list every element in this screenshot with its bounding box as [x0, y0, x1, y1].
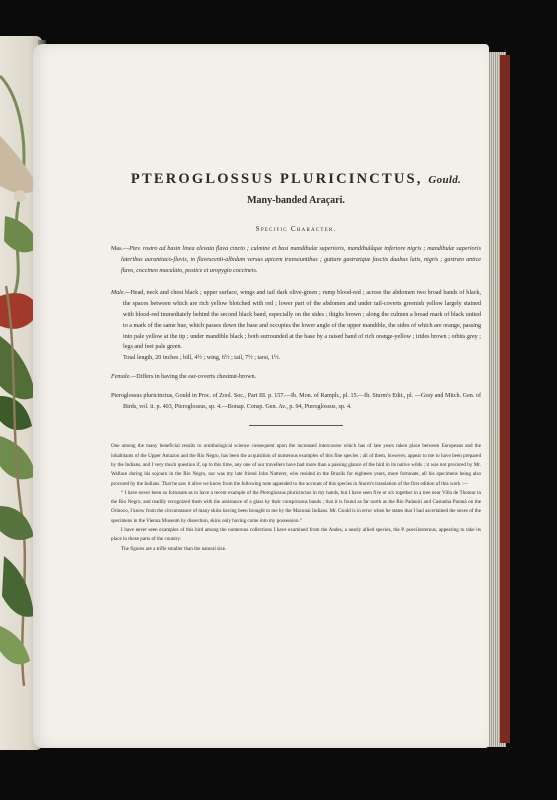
female-description	[111, 372, 481, 383]
body-paragraph-3: I have never seen examples of this bird among the numerous collections I have examined from the Andes, a nearly allied species, the P. poecilosternus, appearing to take its place in those parts of the country.	[111, 527, 481, 543]
latin-description	[111, 244, 481, 276]
section-divider	[249, 425, 343, 426]
common-name: Many-banded Araçari.	[247, 195, 345, 206]
body-paragraph-1: One among the many beneficial results to ornithological science consequent upon the increased intercourse which has of late years taken place between Europeans and the inhabitants of the Upper Amazon and the Rio Negro, has been the acquisition of numerous examples of this fine species ; all of them, however, appear to me to have been prepared by the Indians, and I very much question if, up to this time, any one of our travellers have had more than a passing glance of the bird in its native wilds ; it was not procured by Mr. Wallace during his sojourn in the Rio Negro, nor was my late friend John Natterer, who resided in the Brazils for eighteen years, more fortunate, all his specimens being also procured by the Indians. That he saw it alive we know from the following note appended to the account of this species in Sturm's translation of the first edition of this work :—	[111, 443, 481, 487]
body-paragraph-4: The figures are a trifle smaller than the natural size.	[121, 545, 227, 552]
latin-text: Ptev. rostro ad basin linea elevata flava cincto ; culmine et basi mandibulæ superioris, mandibulâque inferiore nigris ; mandibulæ superioris lateribus aurantiaco-flavis, in flavescenti-albidum versus apicem transeuntibus ; gutture gastræique fasciis duabus latis, nigris ; gastræo antice flavo, coccineo maculato, postice et uropygio coccineis.	[121, 246, 481, 274]
text-page	[33, 44, 489, 748]
measurements: Total length, 20 inches ; bill, 4½ ; wing, 6½ ; tail, 7½ ; tarsi, 1½.	[123, 355, 281, 362]
species-title	[111, 170, 481, 189]
female-lead: Female.—	[111, 373, 137, 380]
male-description	[111, 288, 481, 353]
body-paragraph-2: “ I have never been so fortunate as to have a recent example of the Pteroglossus pluricinctus in my hands, but I have seen five or six together in a tree near Villa de Thomar in the Rio Negro, and readily recognized them with the assistance of a glass by their conspicuous bands ; that it is found as far north as the Rio Padauiri and Castanha Paranâ on the Orinoco, I know from the circumstance of many skins having been brought to me by the Macunai Indians. Mr. Gould is in error when he states that I had ascertained the sexes of the specimens in the Vienna Museum by dissection, skins only having come into my possession.”	[111, 489, 481, 524]
female-text: Differs in having the ear-coverts chestnut-brown.	[136, 373, 257, 380]
male-lead: Male.—	[111, 290, 131, 297]
page-content	[111, 170, 481, 554]
synonymy-references: Pteroglossus pluricinctus, Gould in Proc. of Zool. Soc., Part III. p. 157.—Ib. Mon. of Ramph., pl. 15.—Ib. Sturm's Edit., pl. —Gray and Mitch. Gen. of Birds, vol. ii. p. 403, Pteroglossus, sp. 4.—Bonap. Consp. Gen. Av., p. 94, Pteroglossus, sp. 4.	[111, 392, 481, 410]
specific-character-heading: Specific Character.	[255, 225, 337, 233]
species-name: PTEROGLOSSUS PLURICINCTUS,	[130, 171, 423, 187]
male-text: Head, neck and chest black ; upper surface, wings and tail dark olive-green ; rump blood-red ; across the abdomen two broad bands of black, the spaces between which are rich yellow blotched with red ; lower part of the abdomen and under tail-coverts greenish yellow largely stained with blood-red immediately behind the second black band, especially on the sides ; thighs brown ; along the culmen a broad mark of black united to a mark of the same hue, which passes down the base and occupies the lower angle of the upper mandible, the sides of which are orange, passing into pale yellow at the tip ; under mandible black ; both surrounded at the base by a raised band of rich orange-yellow ; irides brown ; orbits grey ; legs and feet pale green.	[123, 290, 481, 351]
species-author: Gould.	[428, 174, 462, 186]
latin-lead: Mas.—	[111, 246, 130, 252]
book-cover-edge	[500, 55, 510, 743]
